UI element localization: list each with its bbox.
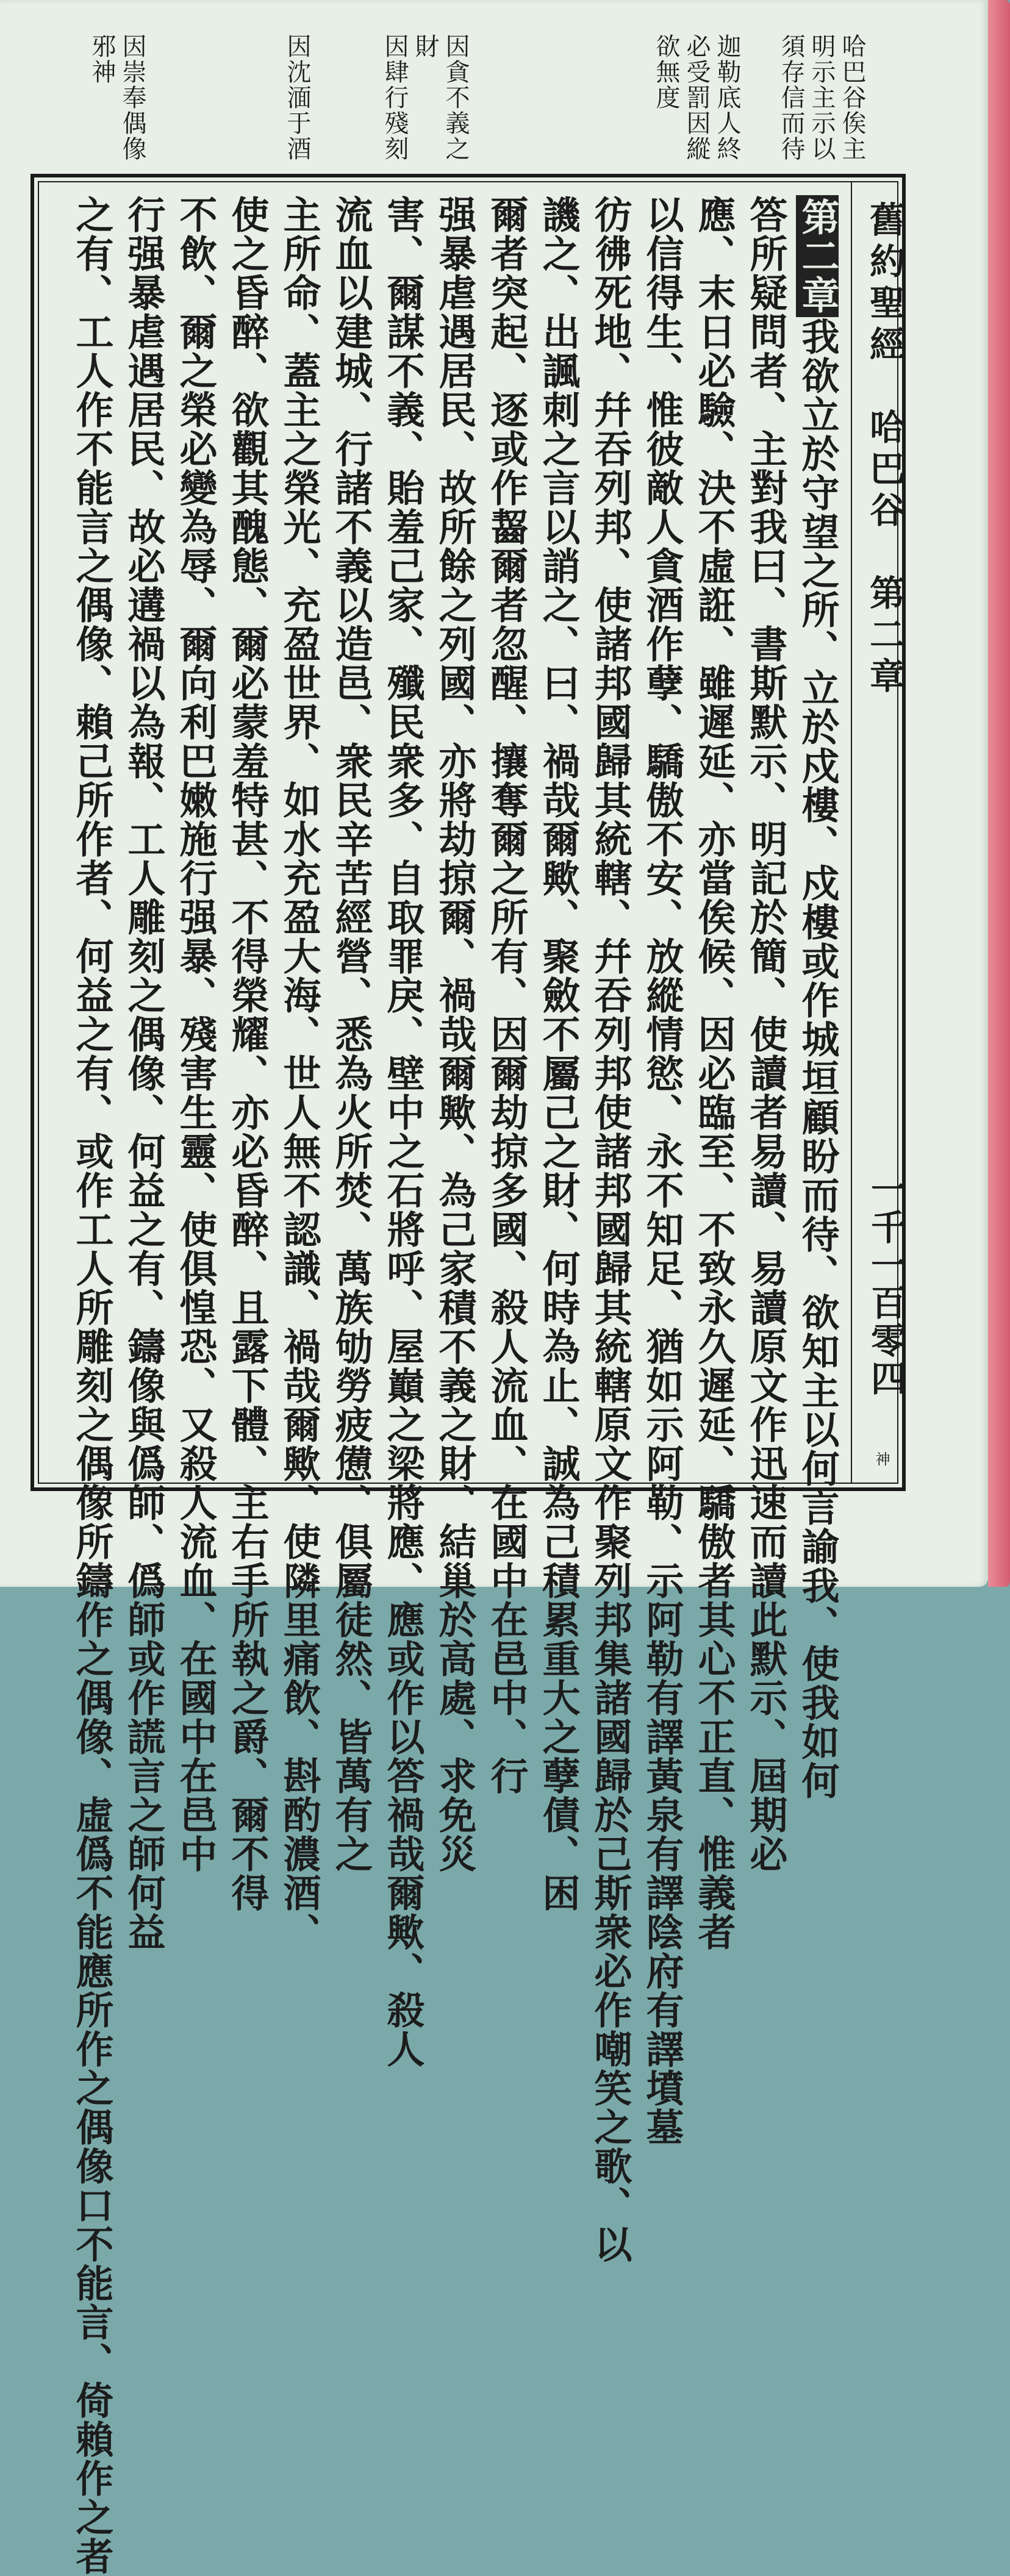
text-column: 强暴虐遇居民、故所餘之列國、亦將劫掠爾、禍哉爾歟、為己家積不義之財、結巢於高處、求免災	[432, 195, 477, 1873]
margin-note: 迦勒底人終	[713, 34, 741, 162]
text-column: 應、末日必驗、決不虛誑、雖遲延、亦當俟候、因必臨至、不致永久遲延、驕傲者其心不正直、惟義者	[692, 195, 736, 1952]
text-column: 彷彿死地、幷吞列邦、使諸邦國歸其統轄、幷吞列邦使諸邦國歸其統轄原文作聚列邦集諸國歸於己斯衆必作嘲笑之歌、以	[588, 195, 632, 2264]
margin-note: 因貪不義之	[442, 34, 470, 162]
bottom-margin	[0, 1491, 988, 1587]
margin-note: 因崇奉偶像	[118, 34, 146, 162]
text-column: 行强暴虐遇居民、故必遘禍以為報、工人雕刻之偶像、何益之有、鑄像與僞師、僞師或作謊言之師何益	[121, 195, 166, 1952]
header-divider	[851, 181, 852, 1484]
margin-note: 因肆行殘刻	[381, 34, 409, 162]
text-column: 爾者突起、逐或作齧爾者忽醒、攘奪爾之所有、因爾劫掠多國、殺人流血、在國中在邑中、行	[484, 195, 529, 1795]
margin-note: 財	[411, 34, 439, 59]
margin-note: 哈巴谷俟主	[838, 34, 866, 162]
text-column-line: 我欲立於守望之所、立於戍樓、戍樓或作城垣顧盼而待、欲知主以何言諭我、使我如何	[795, 317, 840, 1800]
margin-note: 邪神	[88, 34, 116, 85]
text-column: 主所命、蓋主之榮光、充盈世界、如水充盈大海、世人無不認識、禍哉爾歟、使隣里痛飲、斟酌濃酒、	[277, 195, 321, 1952]
margin-note: 必受罰因縱	[682, 34, 711, 162]
signature-mark: 神	[873, 1451, 890, 1466]
margin-note: 欲無度	[652, 34, 680, 110]
scripture-body	[43, 195, 848, 2576]
text-column: 以信得生、惟彼敵人貪酒作孽、驕傲不安、放縱情慾、永不知足、猶如示阿勒、示阿勒有譯黃泉有譯陰府有譯墳墓	[640, 195, 684, 2147]
text-column: 答所疑問者、主對我曰、書斯默示、明記於簡、使讀者易讀、易讀原文作迅速而讀此默示、屆期必	[743, 195, 788, 1873]
book-page-edge	[988, 0, 1010, 1587]
text-column: 之有、工人作不能言之偶像、賴己所作者、何益之有、或作工人所雕刻之偶像所鑄作之偶像、虛僞不能應所作之偶像口不能言、倚賴作之者	[70, 195, 114, 2576]
chapter-mark: 第二章	[796, 195, 839, 317]
margin-notes	[73, 34, 878, 162]
text-column: 譏之、出諷刺之言以誚之、曰、禍哉爾歟、聚斂不屬己之財、何時為止、誠為己積累重大之孽債、困	[536, 195, 581, 1912]
text-column: 不飲、爾之榮必變為辱、爾向利巴嫩施行强暴、殘害生靈、使俱惶恐、又殺人流血、在國中在邑中	[173, 195, 218, 1873]
page-number: 一千一百零四	[865, 1171, 906, 1398]
margin-note: 明示主示以	[808, 34, 836, 162]
margin-note: 因沈湎于酒	[283, 34, 311, 162]
text-column: 使之昏醉、欲觀其醜態、爾必蒙羞特甚、不得榮耀、亦必昏醉、且露下體、主右手所執之爵、爾不得	[225, 195, 270, 1912]
text-column: 流血以建城、行諸不義以造邑、衆民辛苦經營、悉為火所焚、萬族劬勞疲憊、俱屬徒然、皆萬有之	[329, 195, 373, 1873]
running-header	[853, 195, 908, 1476]
running-title: 舊約聖經 哈巴谷 第二章	[864, 201, 905, 699]
margin-note: 須存信而待	[777, 34, 805, 162]
text-column: 害、爾謀不義、貽羞己家、殲民衆多、自取罪戾、壁中之石將呼、屋巔之梁將應、應或作以答禍哉爾歟、殺人	[381, 195, 425, 2069]
